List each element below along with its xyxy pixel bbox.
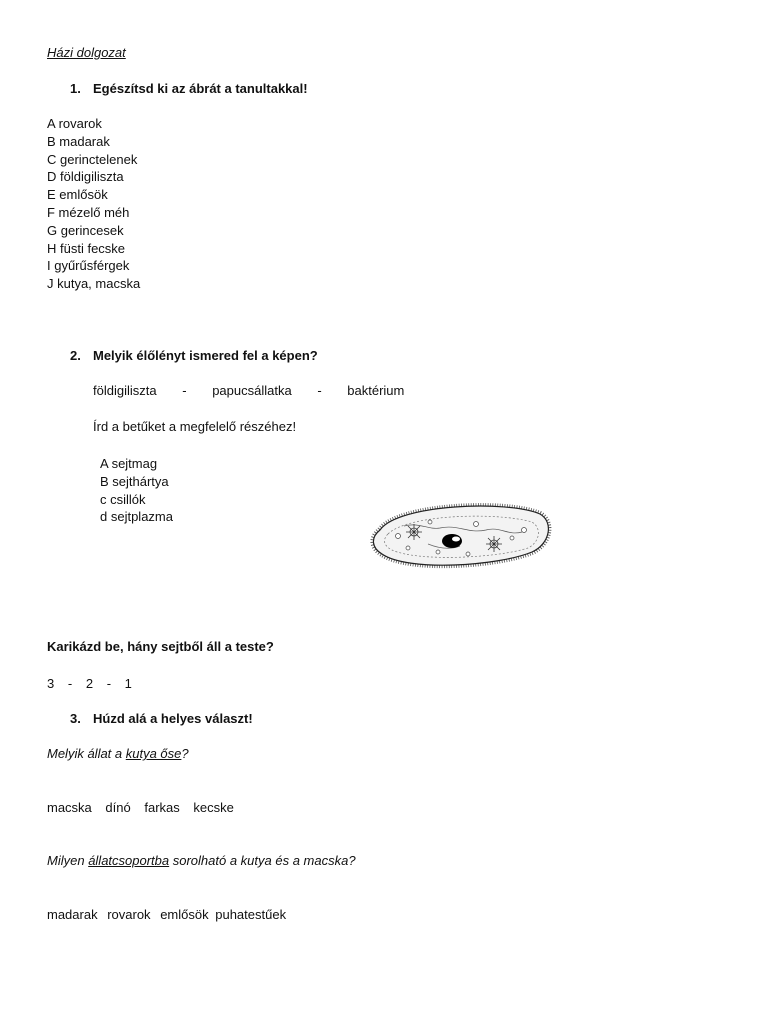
sub1-underlined: kutya őse (125, 746, 182, 761)
q3-sub1-options (47, 799, 234, 817)
list-item: J kutya, macska (47, 276, 141, 292)
question-3 (70, 710, 253, 728)
option-cat[interactable]: macska (47, 800, 92, 815)
q3-sub2-options (47, 906, 286, 924)
sub2-prefix: Milyen (47, 853, 89, 868)
list-item: D földigiliszta (47, 169, 124, 185)
option-molluscs[interactable]: puhatestűek (215, 907, 287, 922)
q2-options (93, 382, 404, 400)
option-earthworm[interactable]: földigiliszta (93, 383, 157, 398)
list-item: G gerincesek (47, 222, 124, 238)
answer-3[interactable]: 3 (47, 676, 55, 691)
list-item: I gyűrűsférgek (47, 258, 130, 274)
list-item: E emlősök (47, 187, 108, 203)
sub2-underlined: állatcsoportba (88, 853, 170, 868)
option-birds[interactable]: madarak (47, 907, 98, 922)
list-item: H füsti fecske (47, 240, 126, 256)
q2-parts-list (100, 455, 173, 526)
option-paramecium[interactable]: papucsállatka (212, 383, 292, 398)
list-item: c csillók (100, 491, 146, 507)
answer-separator: - (106, 676, 112, 691)
list-item: B sejthártya (100, 473, 169, 489)
list-item: F mézelő méh (47, 204, 130, 220)
question-1-number: 1. (70, 81, 81, 96)
list-item: A rovarok (47, 116, 102, 131)
question-2 (70, 347, 318, 365)
question-2-text: Melyik élőlényt ismered fel a képen? (93, 348, 318, 363)
option-separator: - (182, 383, 187, 398)
q1-item-list (47, 115, 140, 293)
option-mammals[interactable]: emlősök (160, 907, 209, 922)
question-2-number: 2. (70, 348, 81, 363)
page-title: Házi dolgozat (47, 45, 126, 60)
sub1-suffix: ? (181, 746, 189, 761)
list-item: C gerinctelenek (47, 151, 138, 167)
question-1-text: Egészítsd ki az ábrát a tanultakkal! (93, 81, 308, 96)
list-item: d sejtplazma (100, 509, 173, 525)
cells-question: Karikázd be, hány sejtből áll a teste? (47, 639, 274, 654)
answer-1[interactable]: 1 (124, 676, 132, 691)
cells-answers (47, 675, 132, 693)
paramecium-illustration (368, 500, 554, 572)
q2-instruction: Írd a betűket a megfelelő részéhez! (93, 419, 297, 434)
option-dino[interactable]: dínó (105, 800, 131, 815)
q3-subquestion-2 (47, 852, 356, 870)
question-1 (70, 80, 308, 98)
sub1-prefix: Melyik állat a (47, 746, 126, 761)
list-item: B madarak (47, 133, 110, 149)
option-insects[interactable]: rovarok (107, 907, 151, 922)
nucleus-highlight (452, 537, 460, 542)
option-goat[interactable]: kecske (193, 800, 234, 815)
question-3-number: 3. (70, 711, 81, 726)
option-wolf[interactable]: farkas (144, 800, 180, 815)
list-item: A sejtmag (100, 456, 158, 471)
question-3-text: Húzd alá a helyes választ! (93, 711, 253, 726)
q3-subquestion-1 (47, 745, 189, 763)
answer-separator: - (67, 676, 73, 691)
nucleus-mark (442, 534, 462, 548)
sub2-suffix: sorolható a kutya és a macska? (169, 853, 356, 868)
answer-2[interactable]: 2 (85, 676, 94, 691)
option-bacterium[interactable]: baktérium (347, 383, 405, 398)
option-separator: - (317, 383, 322, 398)
